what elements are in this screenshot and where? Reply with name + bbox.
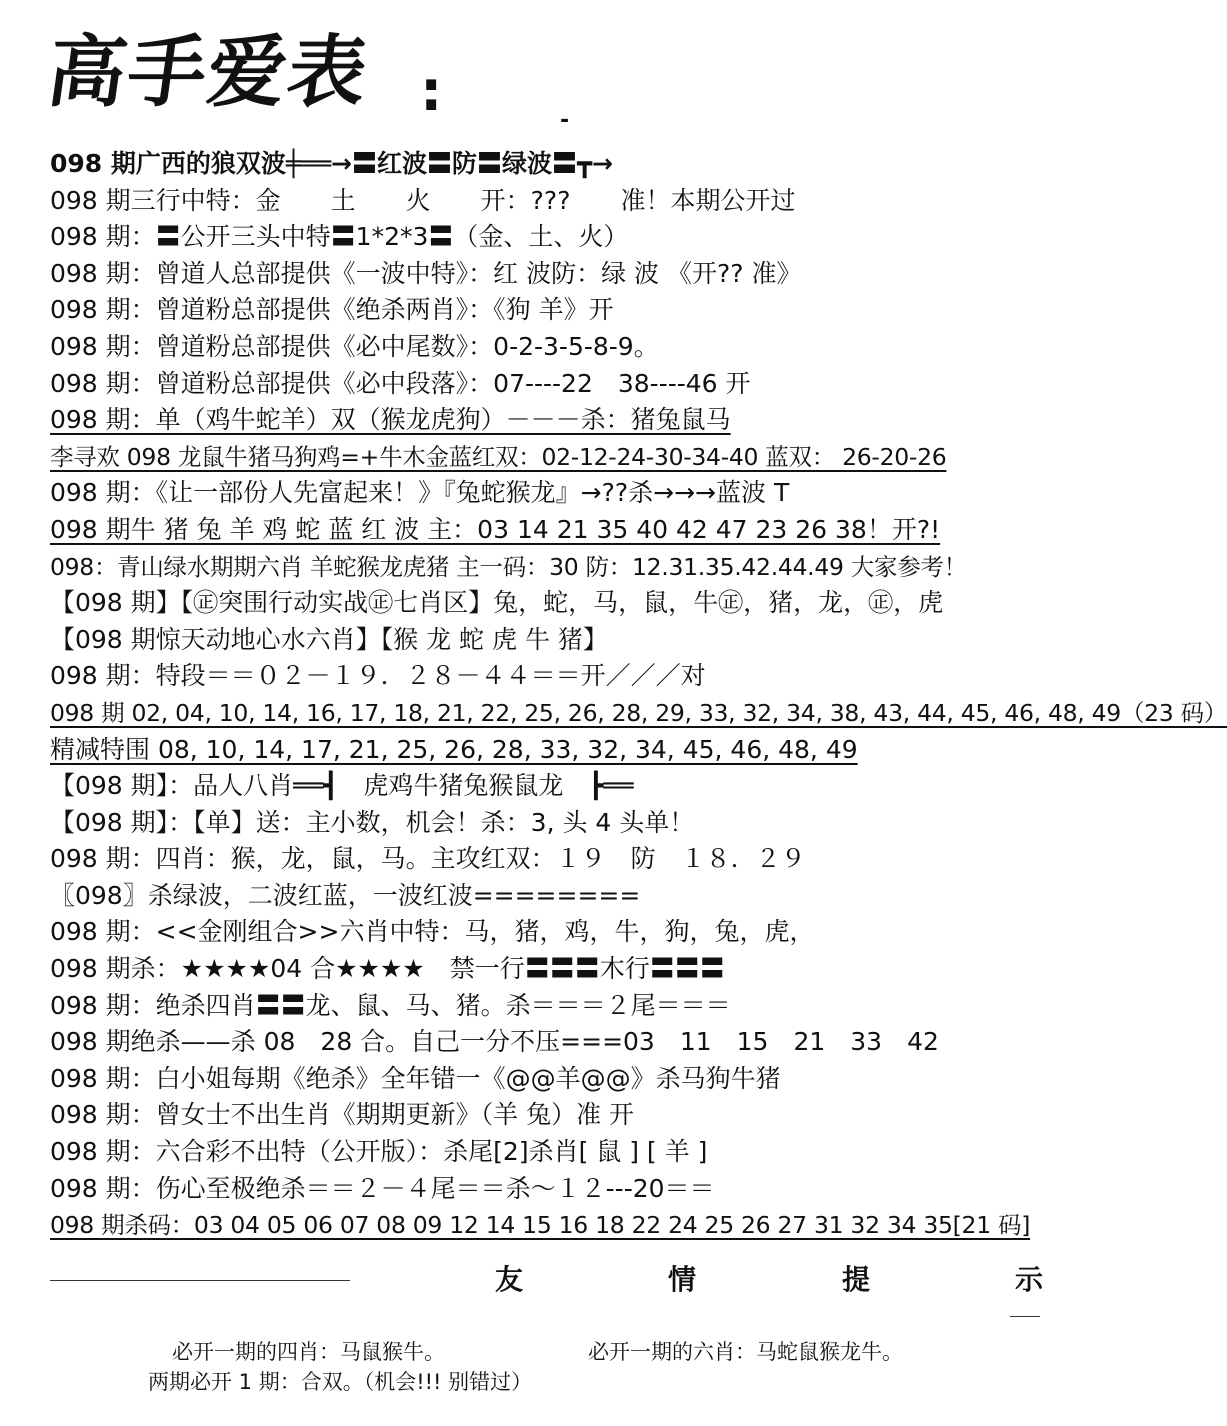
footer-six-zodiac: 必开一期的六肖：马蛇鼠猴龙牛。 xyxy=(588,1340,903,1364)
prediction-line: 李寻欢 098 龙鼠牛猪马狗鸡=+牛木金蓝红双：02-12-24-30-34-40 蓝双： 26-20-26 xyxy=(50,442,947,471)
tip-word-4: 示 xyxy=(1015,1263,1044,1296)
prediction-line: 098 期 02, 04, 10, 14, 16, 17, 18, 21, 22, 25, 26, 28, 29, 33, 32, 34, 38, 43, 44, 45, 46, 48, 49（23 码） xyxy=(50,698,1227,727)
prediction-line: 098 期：六合彩不出特（公开版）：杀尾[2]杀肖[ 鼠 ] [ 羊 ] xyxy=(50,1137,708,1167)
prediction-line: 098 期绝杀——杀 08 28 合。自己一分不压===03 11 15 21 33 42 xyxy=(50,1027,939,1057)
footer-four-zodiac: 必开一期的四肖：马鼠猴牛。 xyxy=(172,1340,445,1364)
prediction-line: 098 期牛 猪 兔 羊 鸡 蛇 蓝 红 波 主：03 14 21 35 40 42 47 23 26 38！开?! xyxy=(50,514,941,544)
prediction-line: 098 期：曾道人总部提供《一波中特》：红 波防：绿 波 《开?? 准》 xyxy=(50,258,802,288)
page-title: 高手爱表 xyxy=(41,27,375,118)
prediction-line: 098 期：<<金刚组合>>六肖中特：马，猪，鸡，牛，狗，兔，虎， xyxy=(50,917,815,947)
prediction-line: 098 期：曾道粉总部提供《必中段落》：07----22 38----46 开 xyxy=(50,368,751,398)
friendly-tips-row xyxy=(50,1258,1045,1298)
prediction-line: 098 期：《让一部份人先富起来！》『兔蛇猴龙』→??杀→→→蓝波 T xyxy=(50,478,790,508)
prediction-line: 098 期：特段＝＝０２－１９．２８－４４＝＝开／／／对 xyxy=(50,661,706,691)
divider-line xyxy=(50,1280,350,1281)
title-mark: - xyxy=(560,108,570,133)
prediction-line: 098 期：曾道粉总部提供《绝杀两肖》：《狗 羊》开 xyxy=(50,295,614,325)
tip-word-3: 提 xyxy=(842,1263,871,1296)
title-colon: : xyxy=(420,59,443,124)
tip-word-2: 情 xyxy=(668,1263,697,1296)
prediction-line: 精减特围 08, 10, 14, 17, 21, 25, 26, 28, 33, 32, 34, 45, 46, 48, 49 xyxy=(50,734,858,764)
prediction-line: 【098 期】：【单】送：主小数，机会！杀：3, 头 4 头单！ xyxy=(50,807,695,837)
prediction-line: 098：青山绿水期期六肖 羊蛇猴龙虎猪 主一码：30 防：12.31.35.42.44.49 大家参考！ xyxy=(50,552,967,581)
tip-word-1: 友 xyxy=(495,1263,524,1296)
prediction-line: 098 期：曾道粉总部提供《必中尾数》：0-2-3-5-8-9。 xyxy=(50,331,659,361)
prediction-line: 098 期：四肖：猴，龙，鼠，马。主攻红双：１９ 防 １８．２９ xyxy=(50,844,806,874)
prediction-line: 098 期：〓公开三头中特〓1*2*3〓（金、土、火） xyxy=(50,222,629,252)
prediction-line: 〖098〗杀绿波，二波红蓝，一波红波======== xyxy=(50,880,641,910)
prediction-line: 098 期杀：★★★★04 合★★★★ 禁一行〓〓〓木行〓〓〓 xyxy=(50,954,725,984)
prediction-line: 098 期：白小姐每期《绝杀》全年错一《@@羊@@》杀马狗牛猪 xyxy=(50,1063,781,1093)
footer-two-periods: 两期必开 1 期：合双。（机会!!! 别错过） xyxy=(148,1370,533,1394)
prediction-line: 098 期广西的狼双波╪══→〓红波〓防〓绿波〓┳→ xyxy=(50,149,613,178)
prediction-line: 098 期：绝杀四肖〓〓龙、鼠、马、猪。杀＝＝＝２尾＝＝＝ xyxy=(50,990,731,1020)
prediction-line: 098 期：曾女士不出生肖《期期更新》（羊 兔）准 开 xyxy=(50,1100,635,1130)
prediction-line: 098 期：伤心至极绝杀＝＝２－４尾＝＝杀～１２---20＝＝ xyxy=(50,1173,715,1203)
prediction-line: 【098 期惊天动地心水六肖】【猴 龙 蛇 虎 牛 猪】 xyxy=(50,624,608,654)
prediction-line: 【098 期】【㊣突围行动实战㊣七肖区】兔，蛇，马，鼠，牛㊣，猪，龙，㊣，虎 xyxy=(50,588,944,618)
tip-underline xyxy=(1010,1316,1040,1317)
prediction-list xyxy=(50,146,1227,1244)
prediction-line: 【098 期】：品人八肖══┫ 虎鸡牛猪兔猴鼠龙 ┣══ xyxy=(50,771,634,801)
prediction-line: 098 期三行中特：金 土 火 开：??? 准！本期公开过 xyxy=(50,185,796,215)
prediction-line: 098 期：单（鸡牛蛇羊）双（猴龙虎狗）－－－杀：猪兔鼠马 xyxy=(50,405,731,435)
prediction-line: 098 期杀码：03 04 05 06 07 08 09 12 14 15 16 18 22 24 25 26 27 31 32 34 35[21 码] xyxy=(50,1211,1031,1240)
